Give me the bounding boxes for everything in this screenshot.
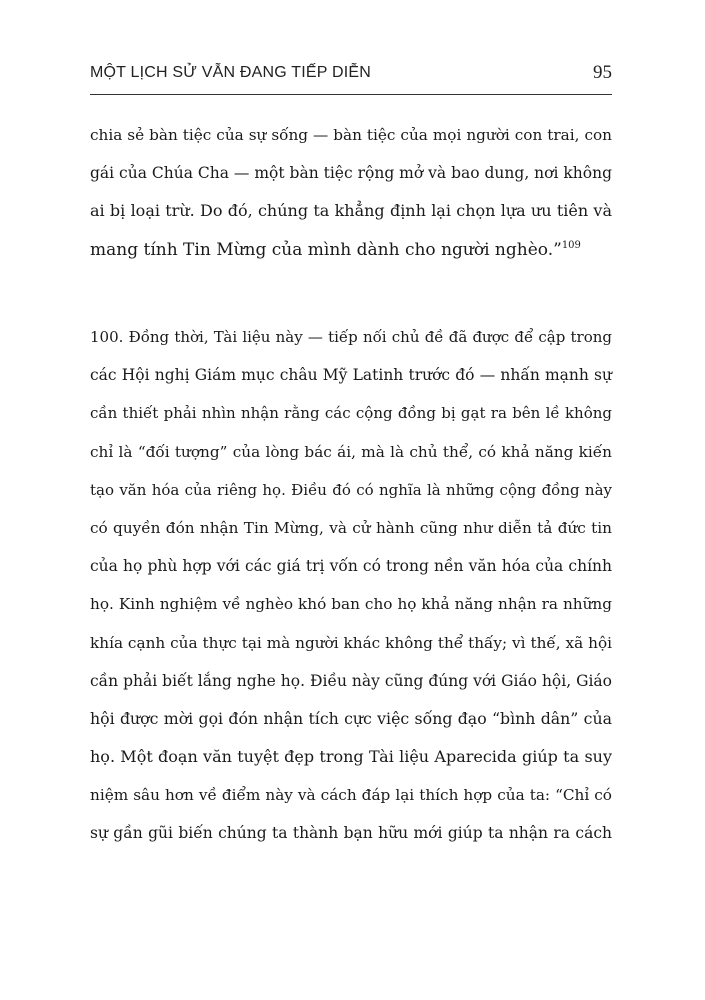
text-line-content: mang tính Tin Mừng của mình dành cho người nghèo.” (90, 239, 562, 260)
text-line: ai bị loại trừ. Do đó, chúng ta khẳng định lại chọn lựa ưu tiên và (90, 201, 612, 221)
text-line: 100. Đồng thời, Tài liệu này — tiếp nối chủ đề đã được để cập trong (90, 328, 612, 346)
text-line: cần thiết phải nhìn nhận rằng các cộng đồng bị gạt ra bên lề không (90, 404, 612, 423)
text-line: chỉ là “đối tượng” của lòng bác ái, mà là chủ thể, có khả năng kiến (90, 442, 612, 461)
text-line: hội được mời gọi đón nhận tích cực việc sống đạo “bình dân” của (90, 708, 612, 728)
text-line: có quyền đón nhận Tin Mừng, và cử hành cũng như diễn tả đức tin (90, 518, 612, 537)
text-line: cần phải biết lắng nghe họ. Điều này cũng đúng với Giáo hội, Giáo (90, 671, 612, 690)
text-line-last (90, 231, 612, 269)
running-title: MỘT LỊCH SỬ VẪN ĐANG TIẾP DIỄN (90, 64, 372, 81)
text-line: họ. Kinh nghiệm về nghèo khó ban cho họ khả năng nhận ra những (90, 595, 612, 614)
paragraph-1 (90, 116, 612, 269)
text-line: họ. Một đoạn văn tuyệt đẹp trong Tài liệu Aparecida giúp ta suy (90, 747, 612, 767)
page-number: 95 (593, 62, 612, 83)
text-line: khía cạnh của thực tại mà người khác không thể thấy; vì thế, xã hội (90, 633, 612, 652)
text-line: sự gần gũi biến chúng ta thành bạn hữu mới giúp ta nhận ra cách (90, 824, 612, 843)
text-line: gái của Chúa Cha — một bàn tiệc rộng mở và bao dung, nơi không (90, 164, 612, 183)
text-line: của họ phù hợp với các giá trị vốn có trong nền văn hóa của chính (90, 557, 612, 576)
running-header (90, 58, 612, 95)
footnote-reference: 109 (561, 239, 581, 251)
paragraph-100 (90, 318, 612, 853)
text-line: các Hội nghị Giám mục châu Mỹ Latinh trước đó — nhấn mạnh sự (90, 366, 612, 385)
text-line: tạo văn hóa của riêng họ. Điều đó có nghĩa là những cộng đồng này (90, 480, 612, 499)
text-line: chia sẻ bàn tiệc của sự sống — bàn tiệc của mọi người con trai, con (90, 126, 612, 144)
text-line: niệm sâu hơn về điểm này và cách đáp lại thích hợp của ta: “Chỉ có (90, 786, 612, 805)
